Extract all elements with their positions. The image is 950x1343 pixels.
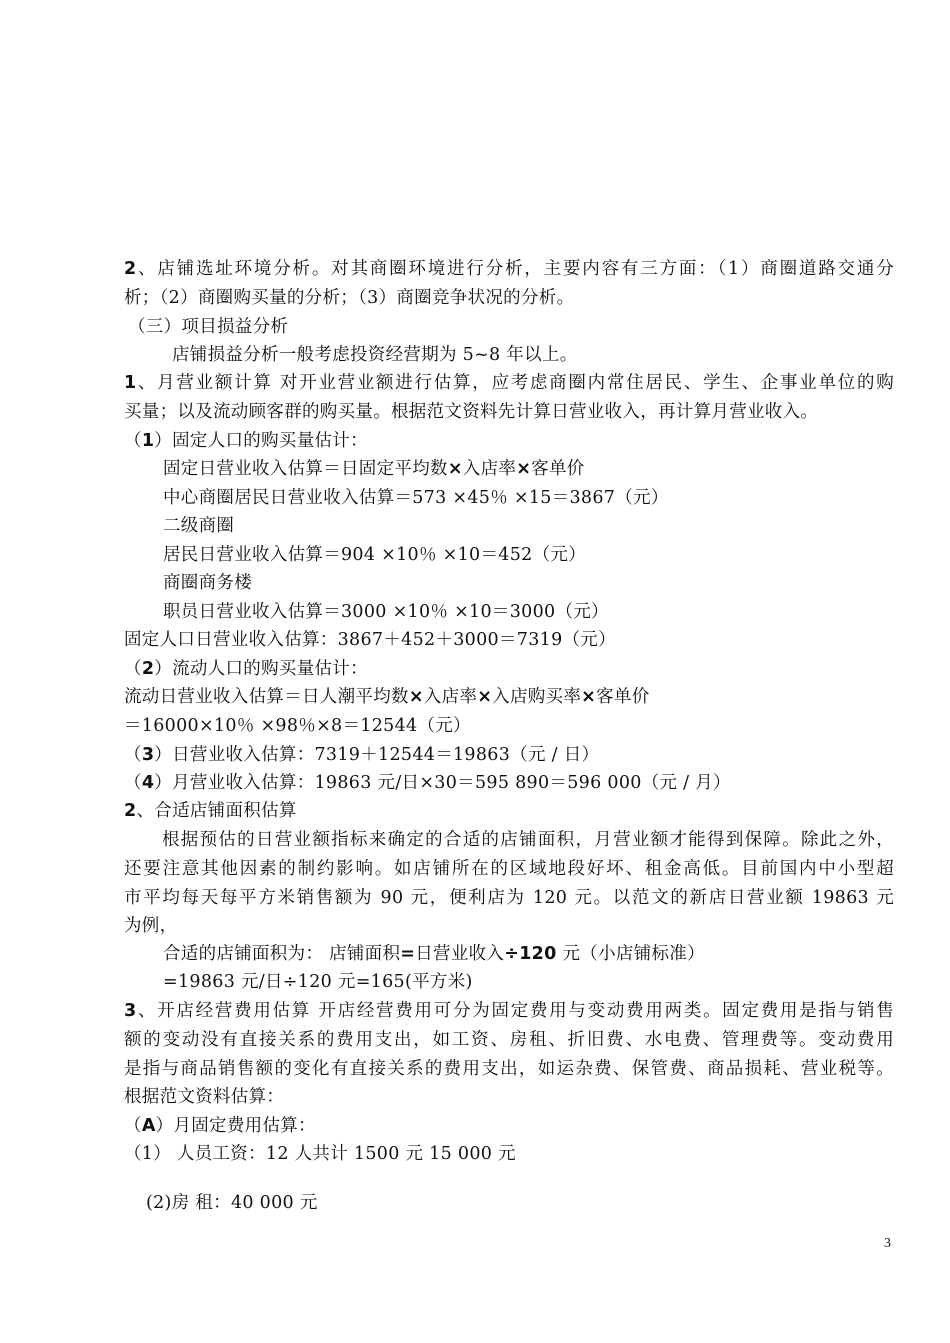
- text-run: ）固定人口的购买量估计：: [154, 431, 368, 451]
- text-run: 居民日营业收入估算＝904 ×10％ ×10＝452（元）: [163, 545, 586, 565]
- text-run: 商圈商务楼: [163, 573, 252, 593]
- text-run: 析；（2）商圈购买量的分析；（3）商圈竞争状况的分析。: [124, 288, 575, 308]
- text-run: （: [124, 745, 142, 765]
- list-item: [146, 1189, 318, 1217]
- bold-run: ×: [477, 687, 493, 707]
- text-run: 额的变动没有直接关系的费用支出，如工资、房租、折旧费、水电费、管理费等。变动费用: [124, 1030, 894, 1050]
- formula-line: [163, 968, 473, 996]
- text-line: [124, 1055, 894, 1083]
- page-number: 3: [884, 1236, 891, 1251]
- text-run: （: [124, 431, 142, 451]
- bold-run: ×: [447, 459, 463, 479]
- text-line: [124, 284, 574, 312]
- text-run: 职员日营业收入估算＝3000 ×10％ ×10＝3000（元）: [163, 602, 609, 622]
- text-run: 还要注意其他因素的制约影响。如店铺所在的区域地段好坏、租金高低。目前国内中小型超: [124, 859, 894, 879]
- text-run: 入店率: [423, 687, 478, 707]
- text-run: ＝16000×10％ ×98％×8＝12544（元）: [124, 716, 471, 736]
- formula-line: [124, 741, 599, 769]
- text-run: 、合适店铺面积估算: [136, 801, 297, 821]
- text-line: [163, 569, 252, 597]
- formula-line: [124, 712, 471, 740]
- text-run: 、月营业额计算 对开业营业额进行估算，应考虑商圈内常住居民、学生、企事业单位的购: [136, 373, 894, 393]
- formula-line: [163, 455, 585, 483]
- subsection-heading: [124, 427, 368, 455]
- bold-run: ÷120: [504, 944, 557, 964]
- text-run: 为例，: [124, 916, 178, 936]
- formula-line: [163, 598, 609, 626]
- bold-run: =: [400, 944, 416, 964]
- text-run: 元（小店铺标准）: [556, 944, 705, 964]
- text-line: [162, 826, 894, 854]
- formula-line: [124, 626, 616, 654]
- text-run: （: [124, 773, 142, 793]
- text-run: 合适的店铺面积为： 店铺面积: [163, 944, 401, 964]
- formula-line: [124, 769, 731, 797]
- text-run: 固定人口日营业收入估算：3867＋452＋3000＝7319（元）: [124, 630, 616, 650]
- bold-run: 2: [124, 801, 137, 821]
- text-line: [124, 369, 894, 397]
- bold-run: ×: [581, 687, 597, 707]
- text-run: 、开店经营费用估算 开店经营费用可分为固定费用与变动费用两类。固定费用是指与销售: [136, 1001, 894, 1021]
- text-line: [124, 912, 177, 940]
- text-line: [124, 255, 894, 283]
- text-run: ）日营业收入估算：7319＋12544＝19863（元 / 日）: [154, 745, 600, 765]
- text-line: [172, 341, 578, 369]
- text-run: ）月营业收入估算：19863 元/日×30＝595 890＝596 000（元 / 月）: [154, 773, 731, 793]
- bold-run: 4: [141, 773, 155, 793]
- text-run: 买量；以及流动顾客群的购买量。根据范文资料先计算日营业收入，再计算月营业收入。: [124, 402, 819, 422]
- text-run: 、店铺选址环境分析。对其商圈环境进行分析，主要内容有三方面：（1）商圈道路交通分: [136, 259, 894, 279]
- text-run: 入店率: [462, 459, 517, 479]
- bold-run: ×: [516, 459, 532, 479]
- formula-line: [163, 484, 669, 512]
- text-run: 日营业收入: [415, 944, 505, 964]
- text-run: 根据预估的日营业额指标来确定的合适的店铺面积，月营业额才能得到保障。除此之外，: [162, 830, 894, 850]
- bold-run: 1: [141, 431, 155, 451]
- text-run: 中心商圈居民日营业收入估算＝573 ×45％ ×15＝3867（元）: [163, 488, 669, 508]
- bold-run: A: [141, 1116, 156, 1136]
- text-run: 二级商圈: [163, 516, 235, 536]
- text-run: （三）项目损益分析: [128, 317, 289, 337]
- subsection-heading: [124, 655, 368, 683]
- bold-run: 3: [124, 1001, 137, 1021]
- text-line: [124, 884, 894, 912]
- text-run: 是指与商品销售额的变化有直接关系的费用支出，如运杂费、保管费、商品损耗、营业税等。: [124, 1059, 894, 1079]
- text-run: 根据范文资料估算：: [124, 1087, 285, 1107]
- formula-line: [163, 541, 586, 569]
- text-line: [124, 997, 894, 1025]
- text-run: 市平均每天每平方米销售额为 90 元，便利店为 120 元。以范文的新店日营业额 19863 元: [124, 888, 894, 908]
- subsection-heading: [124, 1112, 316, 1140]
- text-run: (2)房 租：40 000 元: [146, 1193, 318, 1213]
- text-line: [163, 512, 234, 540]
- text-run: 流动日营业收入估算＝日人潮平均数: [124, 687, 409, 707]
- text-run: 店铺损益分析一般考虑投资经营期为 5~8 年以上。: [172, 345, 578, 365]
- text-run: 客单价: [596, 687, 650, 707]
- text-run: ）月固定费用估算：: [155, 1116, 316, 1136]
- text-line: [124, 398, 818, 426]
- text-line: [124, 1083, 284, 1111]
- formula-line: [124, 683, 650, 711]
- bold-run: 3: [141, 745, 155, 765]
- text-run: （: [124, 659, 142, 679]
- section-heading: [128, 313, 288, 341]
- text-run: =19863 元/日÷120 元=165(平方米): [163, 972, 473, 992]
- list-item: [124, 1140, 516, 1168]
- bold-run: 2: [124, 259, 137, 279]
- text-run: 客单价: [531, 459, 585, 479]
- text-run: （1） 人员工资：12 人共计 1500 元 15 000 元: [124, 1144, 516, 1164]
- formula-line: [163, 940, 705, 968]
- text-run: 入店购买率: [492, 687, 582, 707]
- text-run: 固定日营业收入估算＝日固定平均数: [163, 459, 448, 479]
- text-run: （: [124, 1116, 142, 1136]
- bold-run: 2: [141, 659, 155, 679]
- bold-run: ×: [408, 687, 424, 707]
- subsection-heading: [124, 797, 297, 825]
- text-run: ）流动人口的购买量估计：: [154, 659, 368, 679]
- text-line: [124, 855, 894, 883]
- bold-run: 1: [124, 373, 137, 393]
- text-line: [124, 1026, 894, 1054]
